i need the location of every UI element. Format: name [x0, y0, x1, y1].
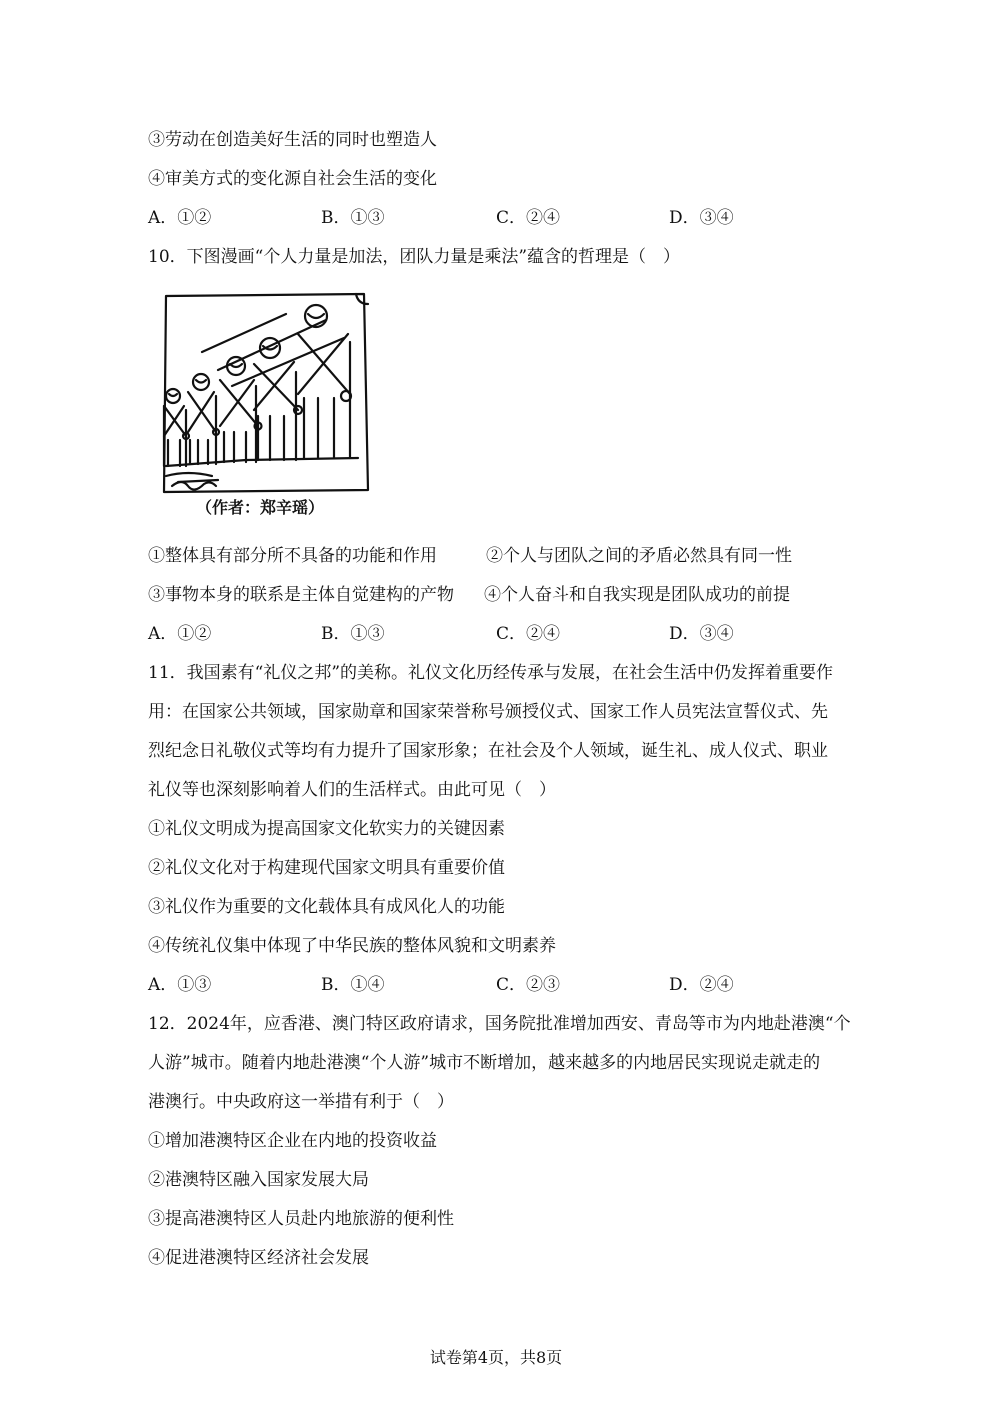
q11-stem-line: 礼仪等也深刻影响着人们的生活样式。由此可见（ ） [148, 780, 556, 800]
cartoon-caption: （作者：郑辛瑶） [196, 498, 325, 517]
q11-item-4: ④传统礼仪集中体现了中华民族的整体风貌和文明素养 [148, 936, 556, 956]
q10-item-4: ④个人奋斗和自我实现是团队成功的前提 [484, 585, 790, 605]
q10-item-1: ①整体具有部分所不具备的功能和作用 [148, 546, 437, 566]
q11-stem-line: 11．我国素有“礼仪之邦”的美称。礼仪文化历经传承与发展，在社会生活中仍发挥着重要作 [148, 663, 834, 683]
q12-item-4: ④促进港澳特区经济社会发展 [148, 1248, 369, 1268]
q11-item-3: ③礼仪作为重要的文化载体具有成风化人的功能 [148, 897, 505, 917]
q10-stem: 10．下图漫画“个人力量是加法，团队力量是乘法”蕴含的哲理是（ ） [148, 247, 681, 267]
q11-item-1: ①礼仪文明成为提高国家文化软实力的关键因素 [148, 819, 505, 839]
q10-item-2: ②个人与团队之间的矛盾必然具有同一性 [486, 546, 792, 566]
prev-item-4: ④审美方式的变化源自社会生活的变化 [148, 169, 437, 189]
option-d: D．③④ [669, 624, 734, 644]
q12-item-2: ②港澳特区融入国家发展大局 [148, 1170, 369, 1190]
q12-item-3: ③提高港澳特区人员赴内地旅游的便利性 [148, 1209, 454, 1229]
team-cartoon [158, 290, 374, 496]
q12-item-1: ①增加港澳特区企业在内地的投资收益 [148, 1131, 437, 1151]
q11-stem-line: 烈纪念日礼敬仪式等均有力提升了国家形象；在社会及个人领域，诞生礼、成人仪式、职业 [148, 741, 828, 761]
option-d: D．②④ [669, 975, 734, 995]
q11-stem-line: 用：在国家公共领域，国家勋章和国家荣誉称号颁授仪式、国家工作人员宪法宣誓仪式、先 [148, 702, 828, 722]
option-a: A．①③ [148, 975, 212, 995]
q10-item-3: ③事物本身的联系是主体自觉建构的产物 [148, 585, 454, 605]
option-c: C．②③ [496, 975, 561, 995]
q12-stem-line: 12．2024年，应香港、澳门特区政府请求，国务院批准增加西安、青岛等市为内地赴港澳“个 [148, 1014, 851, 1034]
prev-item-3: ③劳动在创造美好生活的同时也塑造人 [148, 130, 437, 150]
option-a: A．①② [148, 208, 212, 228]
option-c: C．②④ [496, 208, 561, 228]
option-a: A．①② [148, 624, 212, 644]
option-b: B．①③ [321, 624, 385, 644]
option-d: D．③④ [669, 208, 734, 228]
option-b: B．①③ [321, 208, 385, 228]
page-footer: 试卷第4页，共8页 [429, 1348, 563, 1367]
q11-item-2: ②礼仪文化对于构建现代国家文明具有重要价值 [148, 858, 505, 878]
q12-stem-line: 港澳行。中央政府这一举措有利于（ ） [148, 1092, 454, 1112]
option-c: C．②④ [496, 624, 561, 644]
option-b: B．①④ [321, 975, 385, 995]
q12-stem-line: 人游”城市。随着内地赴港澳“个人游”城市不断增加，越来越多的内地居民实现说走就走的 [148, 1053, 821, 1073]
